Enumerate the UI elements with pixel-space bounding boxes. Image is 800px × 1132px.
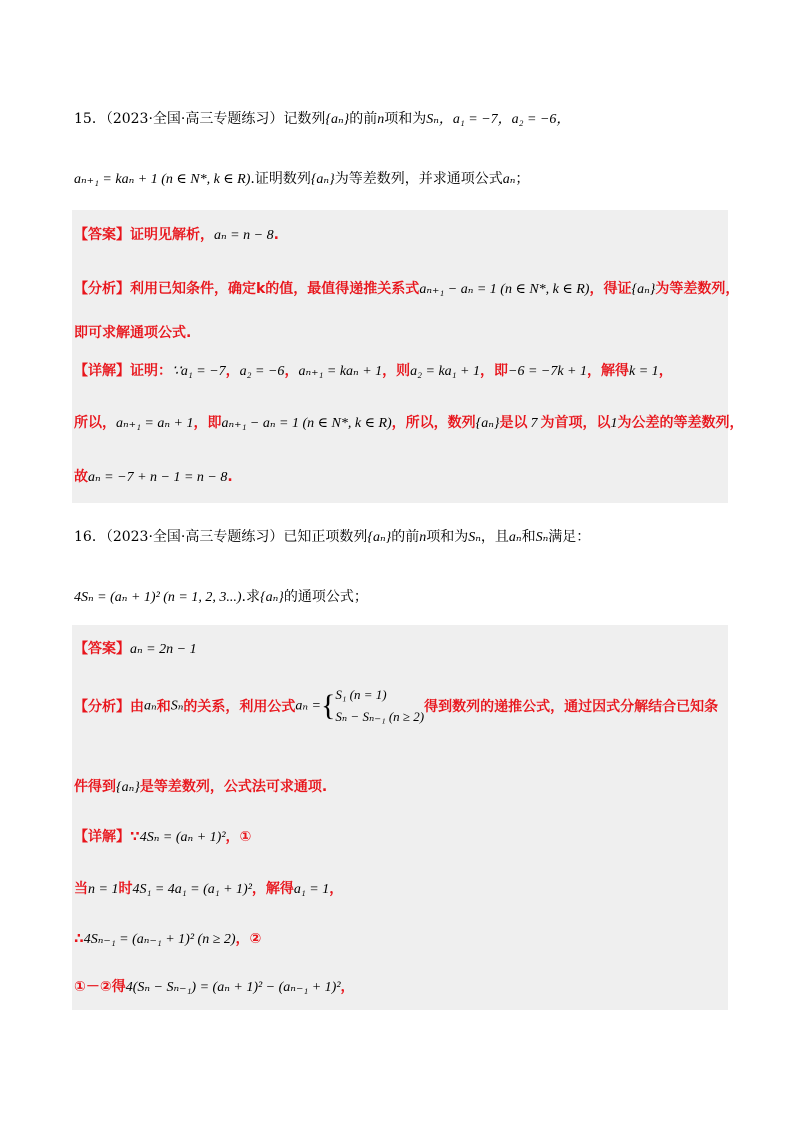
q15-detail-m4: a₂ = ka₁ + 1 bbox=[410, 364, 480, 379]
q15-detail-label: 【详解】证明： bbox=[74, 363, 172, 379]
q15-analysis-line2-text: 即可求解通项公式. bbox=[74, 325, 192, 341]
q15-n: n bbox=[377, 112, 385, 127]
q16-task: .求 bbox=[241, 589, 260, 605]
q15-analysis-mid: ，得证 bbox=[589, 281, 632, 297]
q16-analysis-line2 bbox=[74, 776, 327, 796]
q15-analysis-line2 bbox=[74, 322, 191, 342]
q16-analysis-end: 得到数列的递推公式，通过因式分解结合已知条 bbox=[424, 699, 719, 715]
q16-when bbox=[74, 878, 343, 898]
q16-mid1: 的前 bbox=[391, 529, 420, 545]
q16-there-label: ∴ bbox=[74, 931, 84, 947]
q16-there bbox=[74, 928, 261, 948]
q15-detail-m6: k = 1 bbox=[629, 364, 659, 379]
q15-so-m1: aₙ₊₁ = aₙ + 1 bbox=[116, 416, 194, 431]
q16-task-end: 的通项公式； bbox=[283, 589, 368, 605]
q15-an: aₙ bbox=[502, 172, 516, 187]
q16-n: n bbox=[419, 530, 427, 545]
q16-when-c3: ， bbox=[329, 881, 344, 897]
q15-analysis-label: 【分析】利用已知条件，确定k的值，最值得递推关系式 bbox=[74, 281, 420, 297]
q16-answer bbox=[74, 638, 197, 658]
q15-detail bbox=[74, 360, 673, 380]
q15-answer bbox=[74, 224, 279, 244]
piecewise-case1: S₁ (n = 1) bbox=[335, 687, 387, 702]
q16-mid2: 项和为 bbox=[426, 529, 469, 545]
q16-answer-math: aₙ = 2n − 1 bbox=[130, 642, 197, 657]
q16-when-c1: 时 bbox=[118, 881, 133, 897]
q16-diff bbox=[74, 976, 355, 996]
q15-mid1: 的前 bbox=[349, 111, 378, 127]
q16-analysis bbox=[74, 684, 718, 728]
q15-end: ； bbox=[515, 171, 530, 187]
q16-mid3: ，且 bbox=[480, 529, 509, 545]
q16-S2: Sₙ bbox=[535, 530, 549, 545]
q15-answer-label: 【答案】证明见解析， bbox=[74, 227, 214, 243]
q15-detail-c3: ，则 bbox=[382, 363, 411, 379]
piecewise-case2: Sₙ − Sₙ₋₁ (n ≥ 2) bbox=[335, 709, 425, 724]
q15-detail-m3: aₙ₊₁ = kaₙ + 1 bbox=[298, 364, 383, 379]
q16-detail-mark: ，① bbox=[225, 829, 252, 845]
q15-recurrence: aₙ₊₁ = kaₙ + 1 (n ∈ N*, k ∈ R) bbox=[74, 172, 251, 187]
q15-detail-c6: ， bbox=[658, 363, 673, 379]
q16-S: Sₙ bbox=[468, 530, 481, 545]
q16-seq2: {aₙ} bbox=[260, 590, 284, 605]
q16-solution-box bbox=[72, 625, 728, 1010]
q15-analysis-math: aₙ₊₁ − aₙ = 1 (n ∈ N*, k ∈ R) bbox=[419, 282, 590, 297]
q16-when-label: 当 bbox=[74, 881, 88, 897]
q15-detail-m2: a₂ = −6 bbox=[239, 364, 285, 379]
q16-analysis-mid: 的关系，利用公式 bbox=[183, 699, 296, 715]
q15-gu-dot: . bbox=[227, 469, 233, 485]
q16-analysis-line2b: 是等差数列，公式法可求通项. bbox=[139, 779, 328, 795]
q15-analysis-seq: {aₙ} bbox=[631, 282, 656, 297]
q15-answer-math: aₙ = n − 8 bbox=[214, 228, 274, 243]
q16-diff-label: ①－②得 bbox=[74, 979, 126, 995]
q16-when-m3: a₁ = 1 bbox=[293, 882, 330, 897]
q15-so-one: 1 bbox=[610, 416, 618, 431]
q15-analysis-end: 为等差数列， bbox=[655, 281, 740, 297]
q16-when-m2: 4S₁ = 4a₁ = (a₁ + 1)² bbox=[132, 882, 252, 897]
q16-line2 bbox=[74, 586, 368, 606]
q16-analysis-lhs: aₙ = bbox=[295, 698, 321, 714]
q15-so-c3: 是以 bbox=[499, 415, 528, 431]
q16-intro: 16．（2023·全国·高三专题练习）已知正项数列 bbox=[74, 529, 368, 545]
q16-answer-label: 【答案】 bbox=[74, 641, 130, 657]
q16-mid5: 满足： bbox=[548, 529, 591, 545]
q15-task1: .证明数列 bbox=[250, 171, 311, 187]
q16-when-m1: n = 1 bbox=[88, 882, 119, 897]
q15-so-m2: aₙ₊₁ − aₙ = 1 (n ∈ N*, k ∈ R) bbox=[221, 416, 392, 431]
q15-so-c2: ，所以，数列 bbox=[391, 415, 476, 431]
q15-gu-math: aₙ = −7 + n − 1 = n − 8 bbox=[88, 470, 228, 485]
q15-so-c5: 为公差的等差数列， bbox=[617, 415, 744, 431]
q16-detail bbox=[74, 826, 251, 846]
q15-gu bbox=[74, 466, 233, 486]
piecewise-brace: { bbox=[321, 689, 336, 722]
q16-seq: {aₙ} bbox=[367, 530, 392, 545]
q16-diff-end: ， bbox=[340, 979, 355, 995]
q15-line2 bbox=[74, 168, 529, 188]
q16-there-eq: 4Sₙ₋₁ = (aₙ₋₁ + 1)² (n ≥ 2) bbox=[83, 932, 236, 947]
q15-so-c4: 为首项，以 bbox=[540, 415, 611, 431]
q15-gu-label: 故 bbox=[74, 469, 88, 485]
q16-mid4: 和 bbox=[521, 529, 536, 545]
q15-so bbox=[74, 412, 744, 432]
q16-analysis-seq: {aₙ} bbox=[116, 780, 140, 795]
q15-so-c1: ，即 bbox=[193, 415, 222, 431]
q15-so-label: 所以， bbox=[74, 415, 116, 431]
q15-S: Sₙ bbox=[426, 112, 439, 127]
q16-detail-eq: 4Sₙ = (aₙ + 1)² bbox=[139, 830, 226, 845]
q15-answer-dot: . bbox=[273, 227, 279, 243]
q15-so-seven: 7 bbox=[530, 416, 538, 431]
q16-analysis-label: 【分析】由 bbox=[74, 699, 144, 715]
q16-line1 bbox=[74, 526, 590, 546]
q15-solution-box bbox=[72, 210, 728, 503]
q16-an: aₙ bbox=[508, 530, 522, 545]
q16-detail-label: 【详解】∵ bbox=[74, 829, 140, 845]
q15-detail-c5: ，解得 bbox=[587, 363, 630, 379]
q15-detail-m5: −6 = −7k + 1 bbox=[508, 364, 588, 379]
q16-analysis-an: aₙ bbox=[144, 698, 157, 714]
piecewise-cases bbox=[335, 684, 424, 728]
q15-seq2: {aₙ} bbox=[310, 172, 335, 187]
q15-detail-c2: ， bbox=[284, 363, 299, 379]
q16-there-mark: ，② bbox=[235, 931, 262, 947]
q15-seq: {aₙ} bbox=[325, 112, 350, 127]
q15-so-seq: {aₙ} bbox=[475, 416, 500, 431]
q15-mid2: 项和为 bbox=[384, 111, 427, 127]
q15-a1: ，a₁ = −7 bbox=[438, 112, 498, 127]
q16-analysis-and: 和 bbox=[156, 699, 171, 715]
q16-analysis-Sn: Sₙ bbox=[170, 698, 184, 714]
q15-detail-m1: ∵a₁ = −7 bbox=[172, 364, 226, 379]
q15-a2: ，a₂ = −6， bbox=[497, 112, 571, 127]
q16-analysis-line2a: 件得到 bbox=[74, 779, 116, 795]
q15-task2: 为等差数列，并求通项公式 bbox=[334, 171, 503, 187]
q15-intro: 15．（2023·全国·高三专题练习）记数列 bbox=[74, 111, 326, 127]
q15-detail-c4: ，即 bbox=[480, 363, 508, 379]
q16-diff-eq: 4(Sₙ − Sₙ₋₁) = (aₙ + 1)² − (aₙ₋₁ + 1)² bbox=[125, 980, 341, 995]
q15-analysis bbox=[74, 278, 739, 298]
q16-when-c2: ，解得 bbox=[251, 881, 294, 897]
q15-line1 bbox=[74, 108, 570, 128]
q16-eq: 4Sₙ = (aₙ + 1)² (n = 1, 2, 3...) bbox=[74, 590, 242, 605]
q15-detail-c1: ， bbox=[225, 363, 240, 379]
